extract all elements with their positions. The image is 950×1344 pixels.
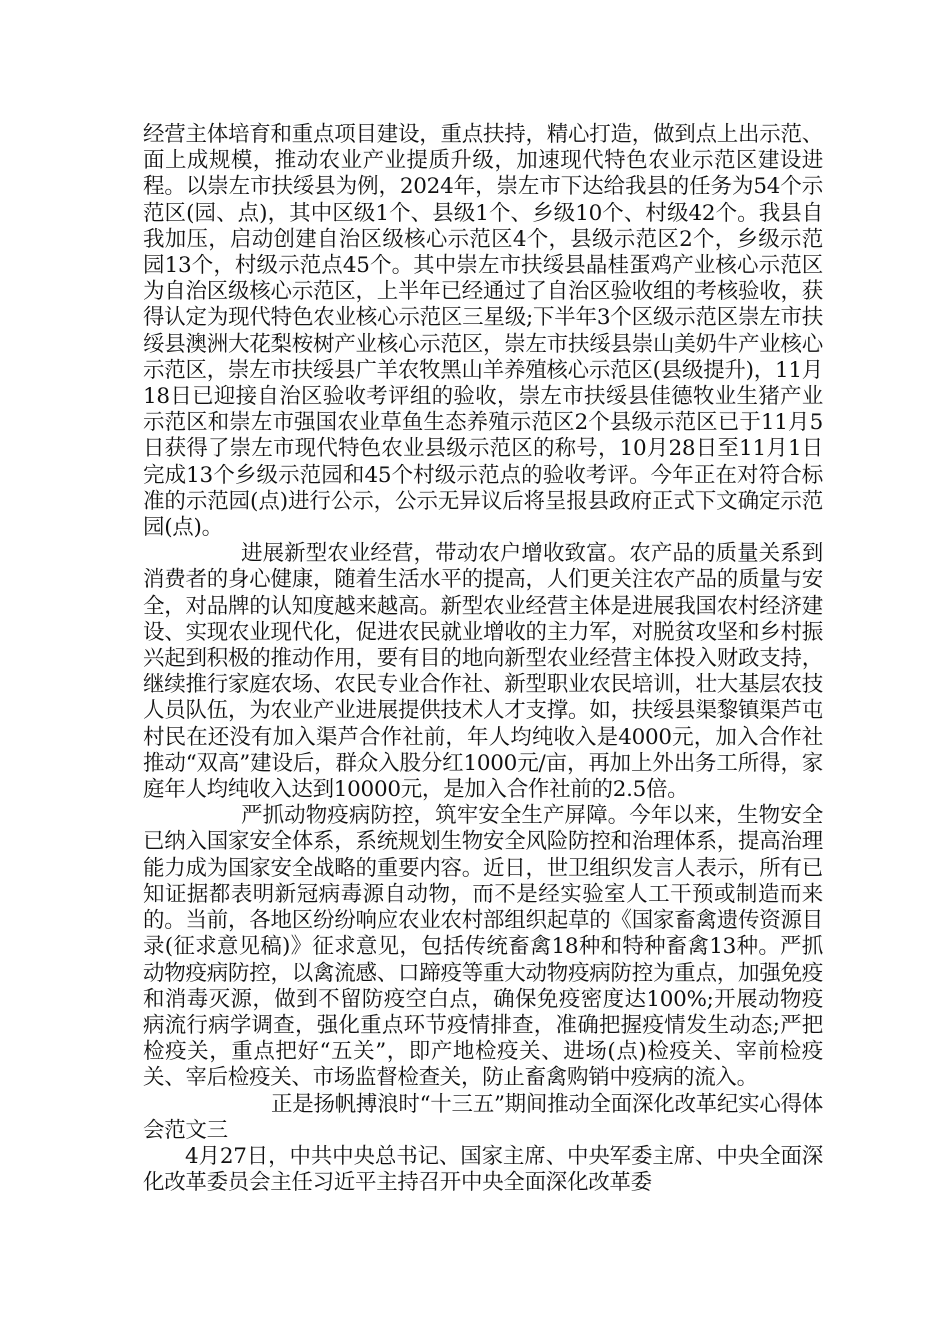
document-body [143, 122, 823, 1196]
paragraph-section-title: 正是扬帆搏浪时“十三五”期间推动全面深化改革纪实心得体会范文三 [143, 1091, 823, 1143]
paragraph-demonstration-zones: 经营主体培育和重点项目建设，重点扶持，精心打造，做到点上出示范、面上成规模，推动农业产业提质升级，加速现代特色农业示范区建设进程。以崇左市扶绥县为例，2024年，崇左市下达给我县的任务为54个示范区(园、点)，其中区级1个、县级1个、乡级10个、村级42个。我县自我加压，启动创建自治区级核心示范区4个，县级示范区2个，乡级示范园13个，村级示范点45个。其中崇左市扶绥县晶桂蛋鸡产业核心示范区为自治区级核心示范区，上半年已经通过了自治区验收组的考核验收，获得认定为现代特色农业核心示范区三星级;下半年3个区级示范区崇左市扶绥县澳洲大花梨桉树产业核心示范区，崇左市扶绥县崇山美奶牛产业核心示范区，崇左市扶绥县广羊农牧黑山羊养殖核心示范区(县级提升)，11月18日已迎接自治区验收考评组的验收，崇左市扶绥县佳德牧业生猪产业示范区和崇左市强国农业草鱼生态养殖示范区2个县级示范区已于11月5日获得了崇左市现代特色农业县级示范区的称号，10月28日至11月1日完成13个乡级示范园和45个村级示范点的验收考评。今年正在对符合标准的示范园(点)进行公示，公示无异议后将呈报县政府正式下文确定示范园(点)。 [143, 122, 823, 541]
paragraph-meeting-intro: 4月27日，中共中央总书记、国家主席、中央军委主席、中央全面深化改革委员会主任习近平主持召开中央全面深化改革委 [143, 1143, 823, 1196]
paragraph-new-agricultural-operation: 进展新型农业经营，带动农户增收致富。农产品的质量关系到消费者的身心健康，随着生活水平的提高，人们更关注农产品的质量与安全，对品牌的认知度越来越高。新型农业经营主体是进展我国农村经济建设、实现农业现代化，促进农民就业增收的主力军，对脱贫攻坚和乡村振兴起到积极的推动作用，要有目的地向新型农业经营主体投入财政支持，继续推行家庭农场、农民专业合作社、新型职业农民培训，壮大基层农技人员队伍，为农业产业进展提供技术人才支撑。如，扶绥县渠黎镇渠芦屯村民在还没有加入渠芦合作社前，年人均纯收入是4000元，加入合作社推动“双高”建设后，群众入股分红1000元/亩，再加上外出务工所得，家庭年人均纯收入达到10000元，是加入合作社前的2.5倍。 [143, 541, 823, 803]
paragraph-animal-disease-control: 严抓动物疫病防控，筑牢安全生产屏障。今年以来，生物安全已纳入国家安全体系，系统规划生物安全风险防控和治理体系，提高治理能力成为国家安全战略的重要内容。近日，世卫组织发言人表示，所有已知证据都表明新冠病毒源自动物，而不是经实验室人工干预或制造而来的。当前，各地区纷纷响应农业农村部组织起草的《国家畜禽遗传资源目录(征求意见稿)》征求意见，包括传统畜禽18种和特种畜禽13种。严抓动物疫病防控，以禽流感、口蹄疫等重大动物疫病防控为重点，加强免疫和消毒灭源，做到不留防疫空白点，确保免疫密度达100%;开展动物疫病流行病学调查，强化重点环节疫情排查，准确把握疫情发生动态;严把检疫关，重点把好“五关”，即产地检疫关、进场(点)检疫关、宰前检疫关、宰后检疫关、市场监督检查关，防止畜禽购销中疫病的流入。 [143, 803, 823, 1091]
